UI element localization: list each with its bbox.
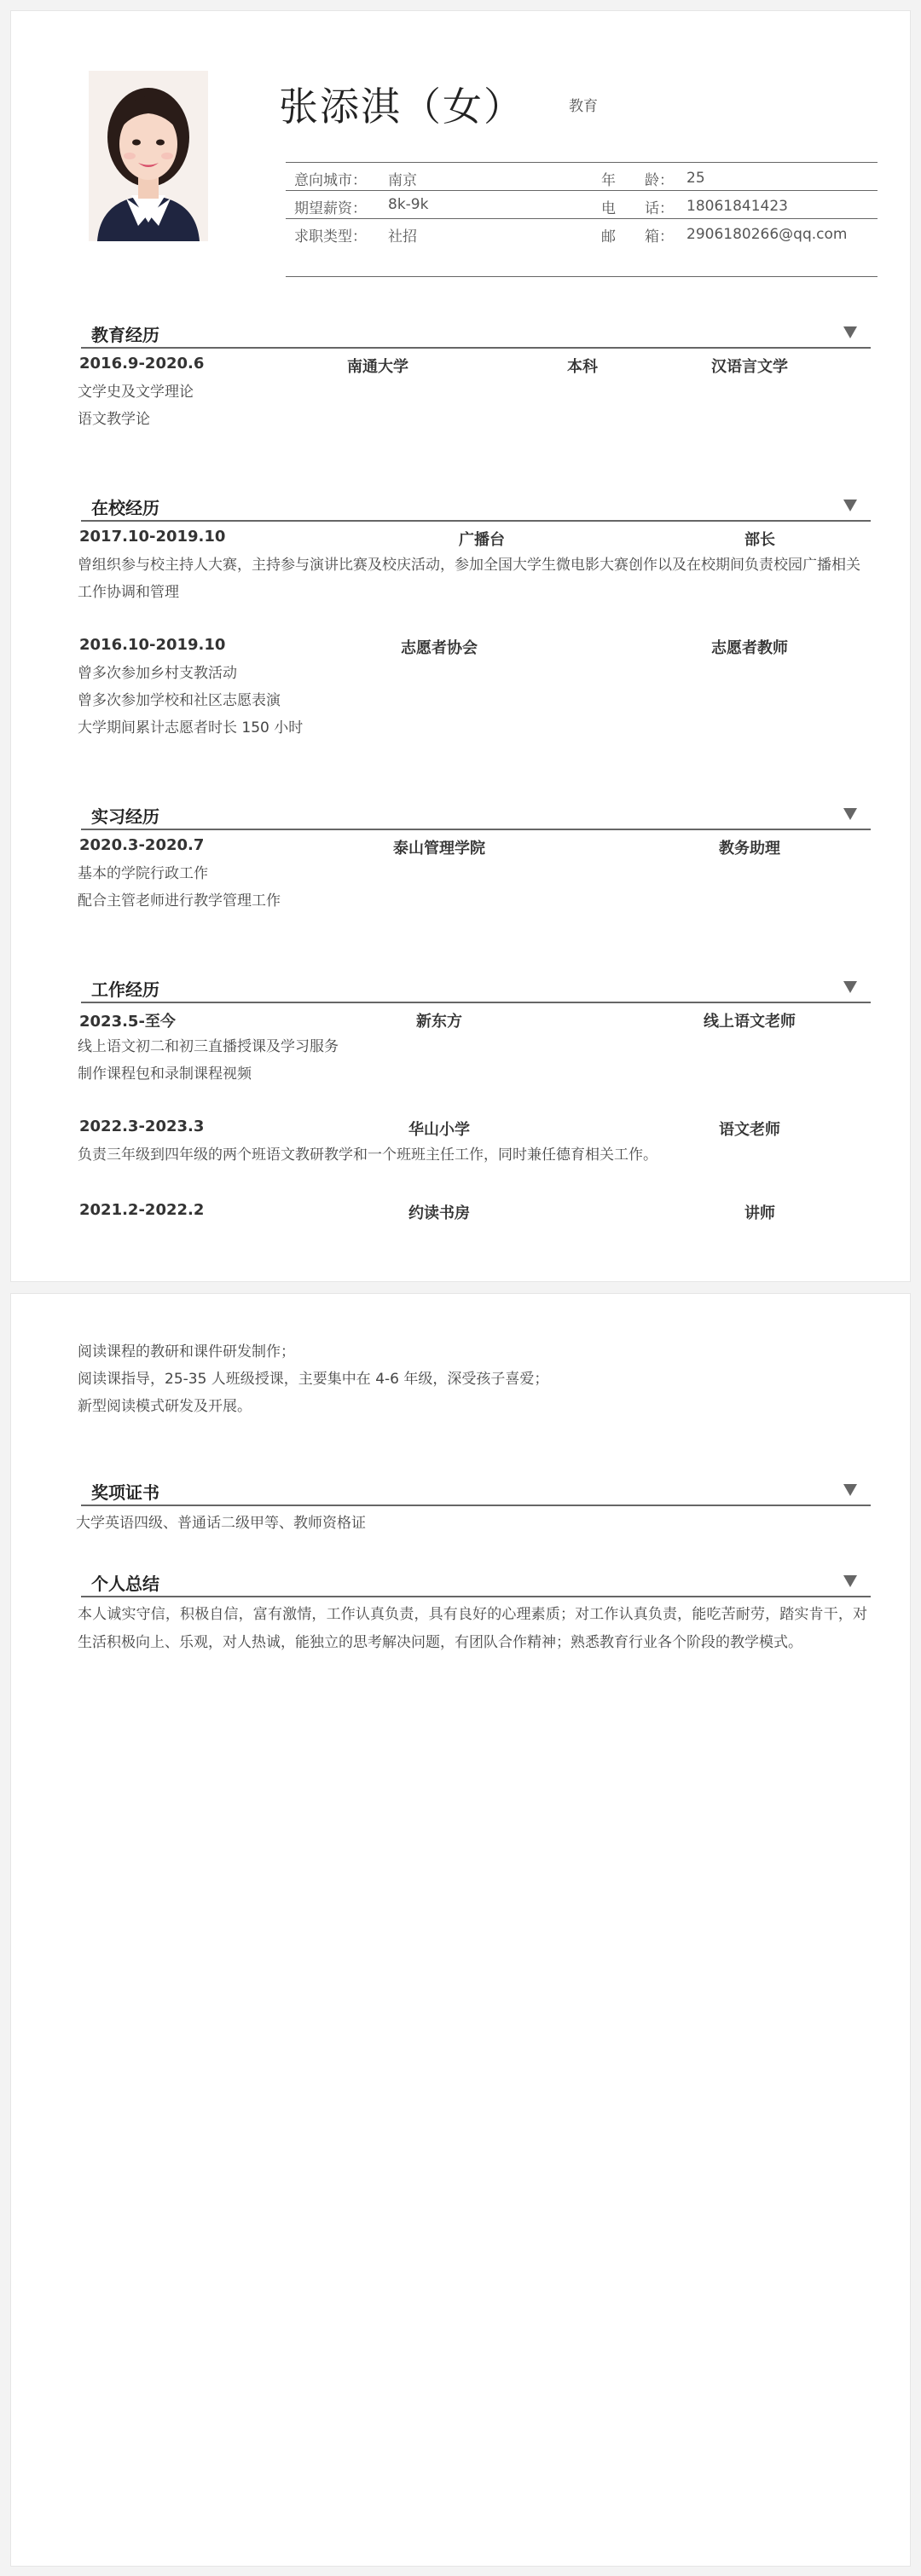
desc-line: 曾组织参与校主持人大赛，主持参与演讲比赛及校庆活动，参加全国大学生微电影大赛创作以及在校期间负责校园广播相关工作协调和管理 — [78, 557, 860, 601]
entry-description — [78, 860, 871, 915]
entry-row — [71, 528, 876, 550]
entry-date: 2022.3-2023.3 — [79, 1118, 205, 1135]
desc-line: 配合主管老师进行教学管理工作 — [78, 892, 281, 910]
section-title: 个人总结 — [91, 1574, 159, 1594]
entry-date: 2021.2-2022.2 — [79, 1201, 205, 1219]
profile-photo — [89, 71, 208, 241]
entry-row — [71, 1118, 876, 1140]
desc-line: 基本的学院行政工作 — [78, 865, 208, 882]
desc-line: 阅读课指导，25-35 人班级授课，主要集中在 4-6 年级，深受孩子喜爱； — [78, 1371, 549, 1388]
entry-role: 语文老师 — [719, 1121, 780, 1139]
entry-major: 汉语言文学 — [711, 358, 788, 376]
entry-row — [71, 636, 876, 658]
desc-line: 新型阅读模式研发及开展。 — [78, 1398, 252, 1415]
section-title: 奖项证书 — [91, 1482, 159, 1503]
entry-org: 志愿者协会 — [401, 639, 478, 657]
section-header-internship — [81, 801, 871, 830]
entry-row — [71, 836, 876, 858]
entry-org: 华山小学 — [408, 1121, 470, 1139]
info-label: 邮 箱： — [601, 228, 674, 245]
entry-date: 2020.3-2020.7 — [79, 836, 205, 854]
entry-org: 广播台 — [459, 531, 505, 549]
entry-role: 讲师 — [744, 1204, 775, 1222]
entry-row — [71, 1009, 876, 1031]
candidate-name: 张添淇（女） — [279, 84, 524, 130]
section-header-education — [81, 320, 871, 349]
info-value: 25 — [686, 170, 705, 187]
section-header-campus — [81, 493, 871, 522]
resume-page-2 — [10, 1293, 911, 2567]
desc-line: 阅读课程的教研和课件研发制作； — [78, 1343, 295, 1360]
entry-degree: 本科 — [567, 358, 598, 376]
resume-page-1 — [10, 10, 911, 1282]
desc-line: 制作课程包和录制课程视频 — [78, 1066, 252, 1083]
entry-row — [71, 1201, 876, 1223]
entry-role: 线上语文老师 — [704, 1013, 796, 1031]
entry-date: 2023.5-至今 — [79, 1013, 176, 1031]
section-title: 在校经历 — [91, 498, 159, 518]
section-title: 实习经历 — [91, 806, 159, 827]
entry-org: 新东方 — [416, 1013, 462, 1031]
job-target: 教育 — [569, 98, 598, 115]
entry-description — [78, 1141, 871, 1169]
collapse-triangle-icon[interactable] — [843, 326, 857, 338]
info-row — [286, 191, 878, 219]
collapse-triangle-icon[interactable] — [843, 1484, 857, 1496]
desc-line: 文学史及文学理论 — [78, 384, 194, 401]
info-label: 期望薪资： — [294, 200, 367, 217]
basic-info-table — [286, 162, 878, 277]
info-row — [286, 219, 878, 277]
summary-text: 本人诚实守信，积极自信，富有激情，工作认真负责，具有良好的心理素质；对工作认真负责，能吃苦耐劳，踏实肯干，对生活积极向上、乐观，对人热诚，能独立的思考解决问题，有团队合作精神；熟悉教育行业各个阶段的教学模式。 — [78, 1606, 867, 1651]
collapse-triangle-icon[interactable] — [843, 981, 857, 993]
collapse-triangle-icon[interactable] — [843, 1575, 857, 1587]
entry-date: 2016.10-2019.10 — [79, 636, 226, 654]
info-value: 8k-9k — [388, 196, 429, 213]
entry-role: 教务助理 — [719, 840, 780, 858]
entry-role: 志愿者教师 — [711, 639, 788, 657]
section-header-work — [81, 974, 871, 1003]
desc-line: 线上语文初二和初三直播授课及学习服务 — [78, 1038, 339, 1055]
entry-description — [78, 660, 871, 742]
entry-org: 约读书房 — [408, 1204, 470, 1222]
section-header-summary — [81, 1568, 871, 1597]
info-label: 求职类型： — [294, 228, 367, 245]
desc-line: 大学期间累计志愿者时长 150 小时 — [78, 719, 304, 736]
desc-line: 曾多次参加乡村支教活动 — [78, 665, 237, 682]
info-row — [286, 163, 878, 191]
info-label: 年 龄： — [601, 172, 674, 189]
info-label: 电 话： — [601, 200, 674, 217]
entry-description — [78, 552, 871, 606]
collapse-triangle-icon[interactable] — [843, 500, 857, 511]
entry-description — [78, 1033, 871, 1088]
entry-date: 2017.10-2019.10 — [79, 528, 226, 546]
info-value: 18061841423 — [686, 198, 788, 215]
desc-line: 曾多次参加学校和社区志愿表演 — [78, 692, 281, 709]
info-value: 社招 — [388, 228, 417, 245]
awards-text: 大学英语四级、普通话二级甲等、教师资格证 — [76, 1515, 366, 1532]
section-header-awards — [81, 1477, 871, 1506]
entry-school: 南通大学 — [347, 358, 408, 376]
entry-description — [78, 1338, 871, 1420]
email-value: 2906180266@qq.com — [686, 226, 848, 243]
entry-date: 2016.9-2020.6 — [79, 355, 205, 373]
info-value: 南京 — [388, 172, 417, 189]
entry-role: 部长 — [744, 531, 775, 549]
entry-org: 泰山管理学院 — [393, 840, 485, 858]
desc-line: 语文教学论 — [78, 411, 150, 428]
section-title: 工作经历 — [91, 979, 159, 1000]
collapse-triangle-icon[interactable] — [843, 808, 857, 820]
info-label: 意向城市： — [294, 172, 367, 189]
desc-line: 负责三年级到四年级的两个班语文教研教学和一个班班主任工作，同时兼任德育相关工作。 — [78, 1146, 657, 1164]
entry-row — [71, 355, 876, 377]
entry-description — [78, 378, 871, 433]
avatar-portrait-icon — [89, 71, 208, 241]
section-title: 教育经历 — [91, 325, 159, 345]
